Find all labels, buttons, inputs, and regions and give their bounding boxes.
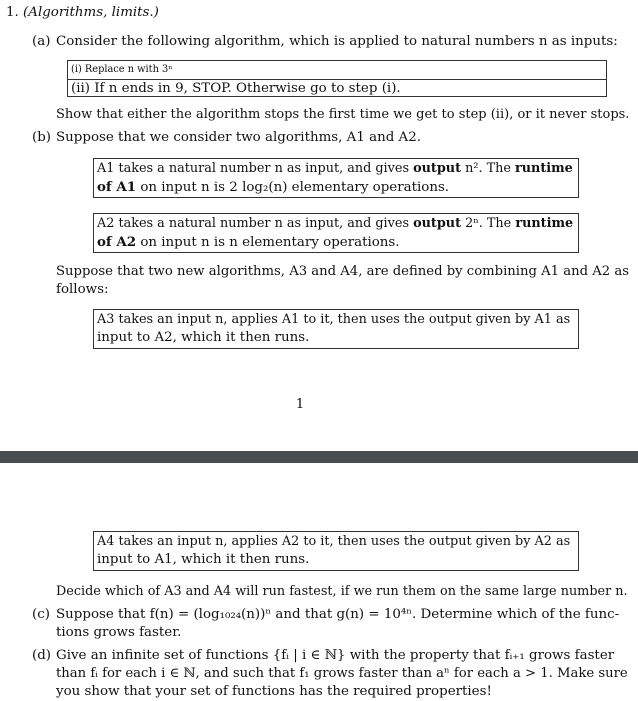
question-number: 1.: [6, 5, 19, 20]
part-b-combine-line-1: Suppose that two new algorithms, A3 and A4, are defined by combining A1 and A2 as: [56, 264, 629, 279]
part-b-intro: Suppose that we consider two algorithms, A1 and A2.: [56, 130, 421, 145]
part-b-decide: Decide which of A3 and A4 will run fastest, if we run them on the same large number n.: [56, 584, 628, 599]
page-separator: [0, 451, 638, 463]
a1-description-box: [93, 158, 579, 198]
question-header: [6, 4, 159, 22]
algorithm-steps-box: [67, 60, 607, 97]
part-a-task: Show that either the algorithm stops the first time we get to step (ii), or it never stops.: [56, 107, 630, 122]
a4-description-box: [93, 531, 579, 571]
part-c-line-1: Suppose that f(n) = (log₁₀₂₄(n))ⁿ and that g(n) = 10⁴ⁿ. Determine which of the func-: [56, 607, 620, 622]
part-a-label: (a): [32, 34, 51, 49]
a4-line-1: A4 takes an input n, applies A2 to it, then uses the output given by A2 as: [97, 534, 571, 549]
page-number: 1: [295, 397, 305, 412]
part-a-intro: Consider the following algorithm, which is applied to natural numbers n as inputs:: [56, 34, 618, 49]
part-d-line-2: than fᵢ for each i ∈ ℕ, and such that f₁ grows faster than aⁿ for each a > 1. Make sure: [56, 666, 628, 681]
a3-description-box: [93, 309, 579, 349]
part-b-label: (b): [32, 130, 52, 145]
part-b-combine-line-2: follows:: [56, 282, 109, 297]
a4-line-2: input to A1, which it then runs.: [97, 552, 310, 567]
a1-line-1: A1 takes a natural number n as input, and gives output n². The runtime: [97, 161, 573, 176]
algorithm-step-1: (i) Replace n with 3ⁿ: [68, 61, 606, 80]
part-c-line-2: tions grows faster.: [56, 625, 182, 640]
a2-description-box: [93, 213, 579, 253]
a2-line-2: of A2 on input n is n elementary operations.: [97, 234, 400, 250]
question-title: (Algorithms, limits.): [23, 5, 159, 20]
a1-line-2: of A1 on input n is 2 log₂(n) elementary operations.: [97, 179, 450, 195]
part-d-line-1: Give an infinite set of functions {fᵢ | i ∈ ℕ} with the property that fᵢ₊₁ grows faster: [56, 648, 615, 663]
a2-line-1: A2 takes a natural number n as input, and gives output 2ⁿ. The runtime: [97, 216, 574, 231]
part-d-line-3: you show that your set of functions has the required properties!: [56, 684, 492, 699]
a3-line-1: A3 takes an input n, applies A1 to it, then uses the output given by A1 as: [97, 312, 571, 327]
part-d-label: (d): [32, 648, 52, 663]
algorithm-step-2: (ii) If n ends in 9, STOP. Otherwise go to step (i).: [71, 81, 401, 96]
part-c-label: (c): [32, 607, 50, 622]
a3-line-2: input to A2, which it then runs.: [97, 330, 310, 345]
